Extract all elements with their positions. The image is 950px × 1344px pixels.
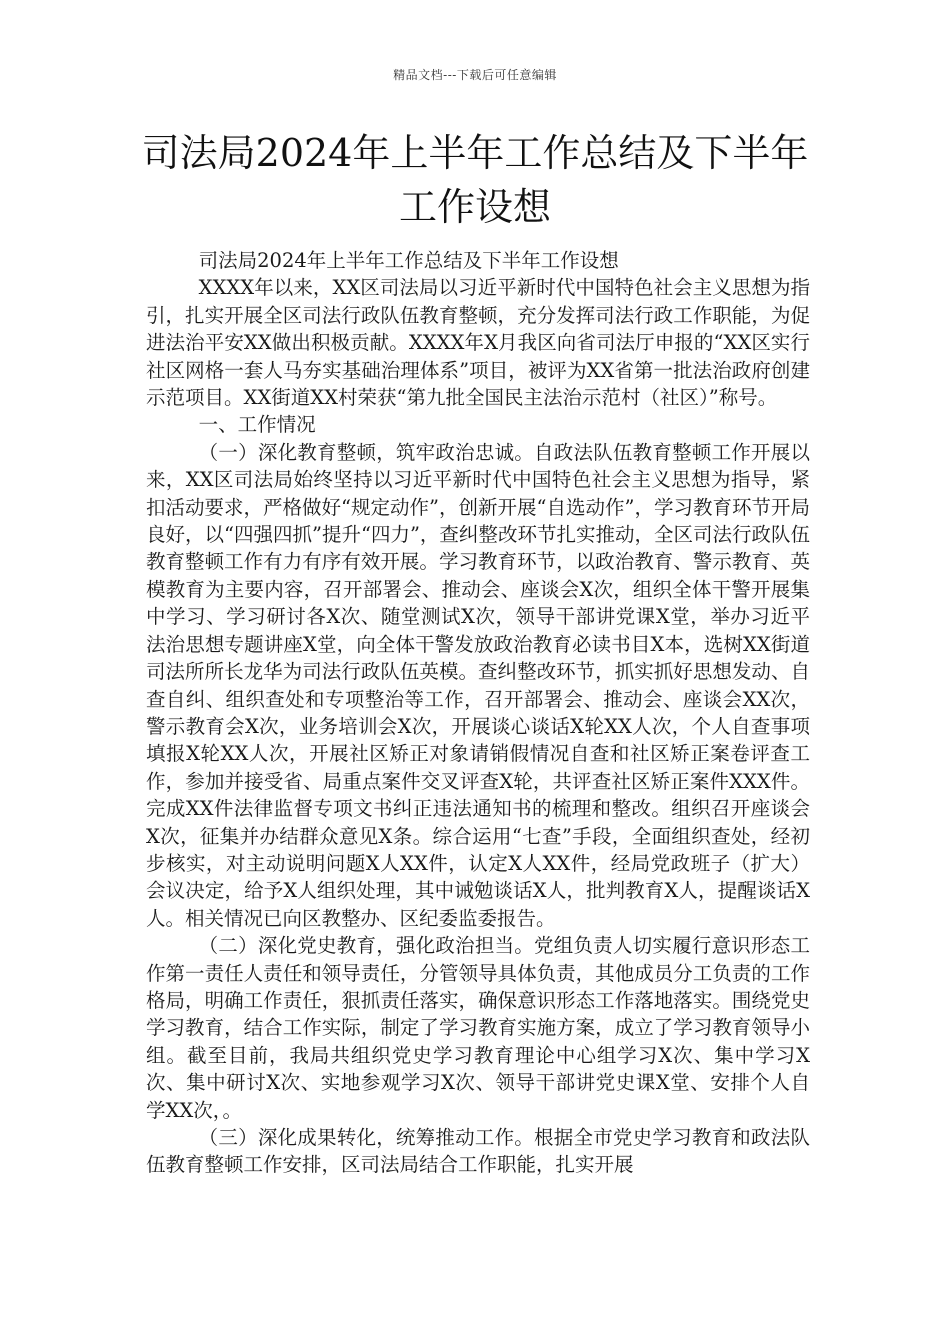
body-paragraph-subtitle: 司法局2024年上半年工作总结及下半年工作设想 xyxy=(198,249,619,272)
header-note: 精品文档---下载后可任意编辑 xyxy=(393,68,557,82)
document-body xyxy=(146,247,810,1179)
body-paragraph-section-1: （一）深化教育整顿，筑牢政治忠诚。自政法队伍教育整顿工作开展以来，XX区司法局始终坚持以习近平新时代中国特色社会主义思想为指导，紧扣活动要求，严格做好“规定动作”，创新开展“自选动作”，学习教育环节开局良好，以“四强四抓”提升“四力”，查纠整改环节扎实推动，全区司法行政队伍教育整顿工作有力有序有效开展。学习教育环节，以政治教育、警示教育、英模教育为主要内容，召开部署会、推动会、座谈会X次，组织全体干警开展集中学习、学习研讨各X次、随堂测试X次，领导干部讲党课X堂，举办习近平法治思想专题讲座X堂，向全体干警发放政治教育必读书目X本，选树XX街道司法所所长龙华为司法行政队伍英模。查纠整改环节，抓实抓好思想发动、自查自纠、组织查处和专项整治等工作，召开部署会、推动会、座谈会XX次，警示教育会X次，业务培训会X次，开展谈心谈话X轮XX人次，个人自查事项填报X轮XX人次，开展社区矫正对象请销假情况自查和社区矫正案卷评查工作，参加并接受省、局重点案件交叉评查X轮，共评查社区矫正案件XXX件。完成XX件法律监督专项文书纠正违法通知书的梳理和整改。组织召开座谈会X次，征集并办结群众意见X条。综合运用“七查”手段，全面组织查处，经初步核实，对主动说明问题X人XX件，认定X人XX件，经局党政班子（扩大）会议决定，给予X人组织处理，其中诫勉谈话X人，批判教育X人，提醒谈话X人。相关情况已向区教整办、区纪委监委报告。 xyxy=(146,440,810,930)
document-title: 司法局2024年上半年工作总结及下半年工作设想 xyxy=(141,131,809,229)
body-paragraph-section-2: （二）深化党史教育，强化政治担当。党组负责人切实履行意识形态工作第一责任人责任和领导责任，分管领导具体负责，其他成员分工负责的工作格局，明确工作责任，狠抓责任落实，确保意识形态工作落地落实。围绕党史学习教育，结合工作实际，制定了学习教育实施方案，成立了学习教育领导小组。截至目前，我局共组织党史学习教育理论中心组学习X次、集中学习X次、集中研讨X次、实地参观学习X次、领导干部讲党史课X堂、安排个人自学XX次，。 xyxy=(146,934,810,1122)
body-paragraph-intro: XXXX年以来，XX区司法局以习近平新时代中国特色社会主义思想为指引，扎实开展全区司法行政队伍教育整顿，充分发挥司法行政工作职能，为促进法治平安XX做出积极贡献。XXXX年X月我区向省司法厅申报的“XX区实行社区网格一套人马夯实基础治理体系”项目，被评为XX省第一批法治政府创建示范项目。XX街道XX村荣获“第九批全国民主法治示范村（社区）”称号。 xyxy=(146,276,810,410)
section-heading-work-status: 一、工作情况 xyxy=(198,413,316,437)
body-paragraph-section-3: （三）深化成果转化，统筹推动工作。根据全市党史学习教育和政法队伍教育整顿工作安排，区司法局结合工作职能，扎实开展 xyxy=(146,1126,810,1177)
